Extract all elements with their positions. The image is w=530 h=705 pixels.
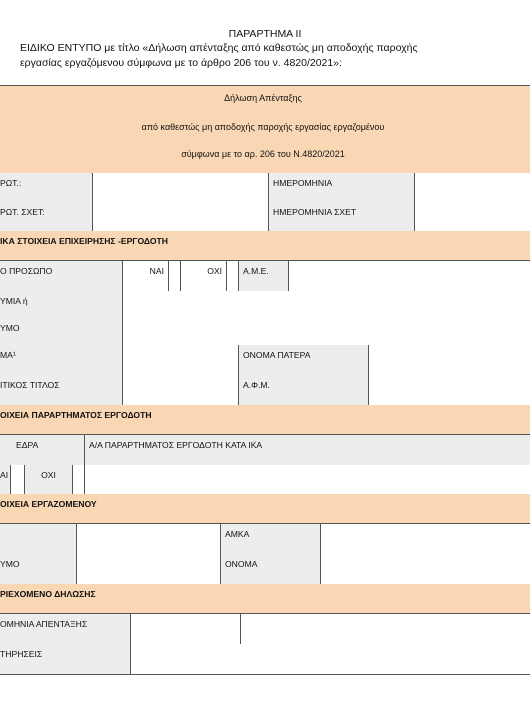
yes-label: ΝΑΙ xyxy=(122,261,168,291)
company-name-label xyxy=(0,291,122,345)
form-title-1: Δήλωση Απένταξης xyxy=(224,93,302,103)
notes-field[interactable] xyxy=(130,644,530,674)
no-checkbox[interactable] xyxy=(226,261,238,291)
seat-no-checkbox[interactable] xyxy=(72,465,84,494)
distinctive-title-field[interactable] xyxy=(122,375,238,405)
intro-text xyxy=(20,41,490,71)
protocol-label: ΡΩΤ.: xyxy=(0,173,92,202)
company-name-row xyxy=(0,291,530,346)
title-afm-row xyxy=(0,375,530,406)
date-rel-label: ΗΜΕΡΟΜΗΝΙΑ ΣΧΕΤ xyxy=(268,202,414,231)
surname-field[interactable] xyxy=(76,554,220,584)
protocol-row xyxy=(0,173,530,203)
protocol-rel-row xyxy=(0,202,530,232)
section-content: ΡΙΕΧΟΜΕΝΟ ΔΗΛΩΣΗΣ xyxy=(0,584,530,614)
withdraw-date-label: ΟΜΗΝΙΑ ΑΠΕΝΤΑΞΗΣ xyxy=(0,614,130,644)
annex-heading: ΠΑΡΑΡΤΗΜΑ ΙΙ xyxy=(228,28,302,40)
notes-label: ΤΗΡΗΣΕΙΣ xyxy=(0,644,130,674)
company-name-label-a: ΥΜΙΑ ή xyxy=(0,296,28,306)
branch-number-label: Α/Α ΠΑΡΑΡΤΗΜΑΤΟΣ ΕΡΓΟΔΟΤΗ ΚΑΤΑ ΙΚΑ xyxy=(84,435,530,465)
father-name-label: ΟΝΟΜΑ ΠΑΤΕΡΑ xyxy=(238,345,368,375)
first-name-field[interactable] xyxy=(122,345,238,375)
form-title-3: σύμφωνα με το αρ. 206 του Ν.4820/2021 xyxy=(181,149,345,159)
employee-field-1[interactable] xyxy=(76,524,220,554)
section-employer: ΙΚΑ ΣΤΟΙΧΕΙΑ ΕΠΙΧΕΙΡΗΣΗΣ -ΕΡΓΟΔΟΤΗ xyxy=(0,231,530,261)
person-row xyxy=(0,261,530,292)
section-employee: ΟΙΧΕΙΑ ΕΡΓΑΖΟΜΕΝΟΥ xyxy=(0,494,530,524)
amka-blank-label xyxy=(0,524,76,554)
date-label: ΗΜΕΡΟΜΗΝΙΑ xyxy=(268,173,414,202)
ame-field[interactable] xyxy=(288,261,530,291)
distinctive-title-label: ΙΤΙΚΟΣ ΤΙΤΛΟΣ xyxy=(0,375,122,405)
date-field[interactable] xyxy=(414,173,530,202)
form-title-block xyxy=(0,85,530,175)
withdraw-date-field[interactable] xyxy=(130,614,240,644)
company-name-label-b: ΥΜΟ xyxy=(0,323,20,333)
surname-row xyxy=(0,554,530,585)
surname-label: ΥΜΟ xyxy=(0,554,76,584)
intro-line-1: ΕΙΔΙΚΟ ΕΝΤΥΠΟ με τίτλο «Δήλωση απένταξης από καθεστώς μη αποδοχής παροχής xyxy=(20,42,418,54)
withdraw-extra-field[interactable] xyxy=(240,614,530,644)
section-branch: ΟΙΧΕΙΑ ΠΑΡΑΡΤΗΜΑΤΟΣ ΕΡΓΟΔΟΤΗ xyxy=(0,405,530,435)
seat-yes-label: ΑΙ xyxy=(0,465,10,494)
seat-no-label: ΟΧΙ xyxy=(24,465,72,494)
no-label: ΟΧΙ xyxy=(180,261,226,291)
protocol-rel-field[interactable] xyxy=(92,202,268,231)
notes-row xyxy=(0,644,530,675)
first-name-label: ΜΑ¹ xyxy=(0,345,122,375)
person-label: Ο ΠΡΟΣΩΠΟ xyxy=(0,261,122,291)
seat-yes-checkbox[interactable] xyxy=(10,465,24,494)
afm-field[interactable] xyxy=(368,375,530,405)
employee-name-field[interactable] xyxy=(320,554,530,584)
amka-row xyxy=(0,524,530,555)
first-name-row xyxy=(0,345,530,376)
amka-field[interactable] xyxy=(320,524,530,554)
branch-header-row xyxy=(0,435,530,466)
company-name-field[interactable] xyxy=(122,291,530,345)
branch-values-row xyxy=(0,465,530,495)
yes-checkbox[interactable] xyxy=(168,261,180,291)
seat-label: ΕΔΡΑ xyxy=(0,435,84,465)
form-title-2: από καθεστώς μη αποδοχής παροχής εργασίας εργαζομένου xyxy=(141,122,385,132)
employee-name-label: ΟΝΟΜΑ xyxy=(220,554,320,584)
withdraw-date-row xyxy=(0,614,530,645)
ame-label: Α.Μ.Ε. xyxy=(238,261,288,291)
protocol-rel-label: ΡΩΤ. ΣΧΕΤ: xyxy=(0,202,92,231)
date-rel-field[interactable] xyxy=(414,202,530,231)
father-name-field[interactable] xyxy=(368,345,530,375)
protocol-field[interactable] xyxy=(92,173,268,202)
afm-label: Α.Φ.Μ. xyxy=(238,375,368,405)
intro-line-2: εργασίας εργαζόμενου σύμφωνα με το άρθρο 206 του ν. 4820/2021»: xyxy=(20,57,342,69)
branch-number-field[interactable] xyxy=(84,465,530,494)
amka-label: ΑΜΚΑ xyxy=(220,524,320,554)
